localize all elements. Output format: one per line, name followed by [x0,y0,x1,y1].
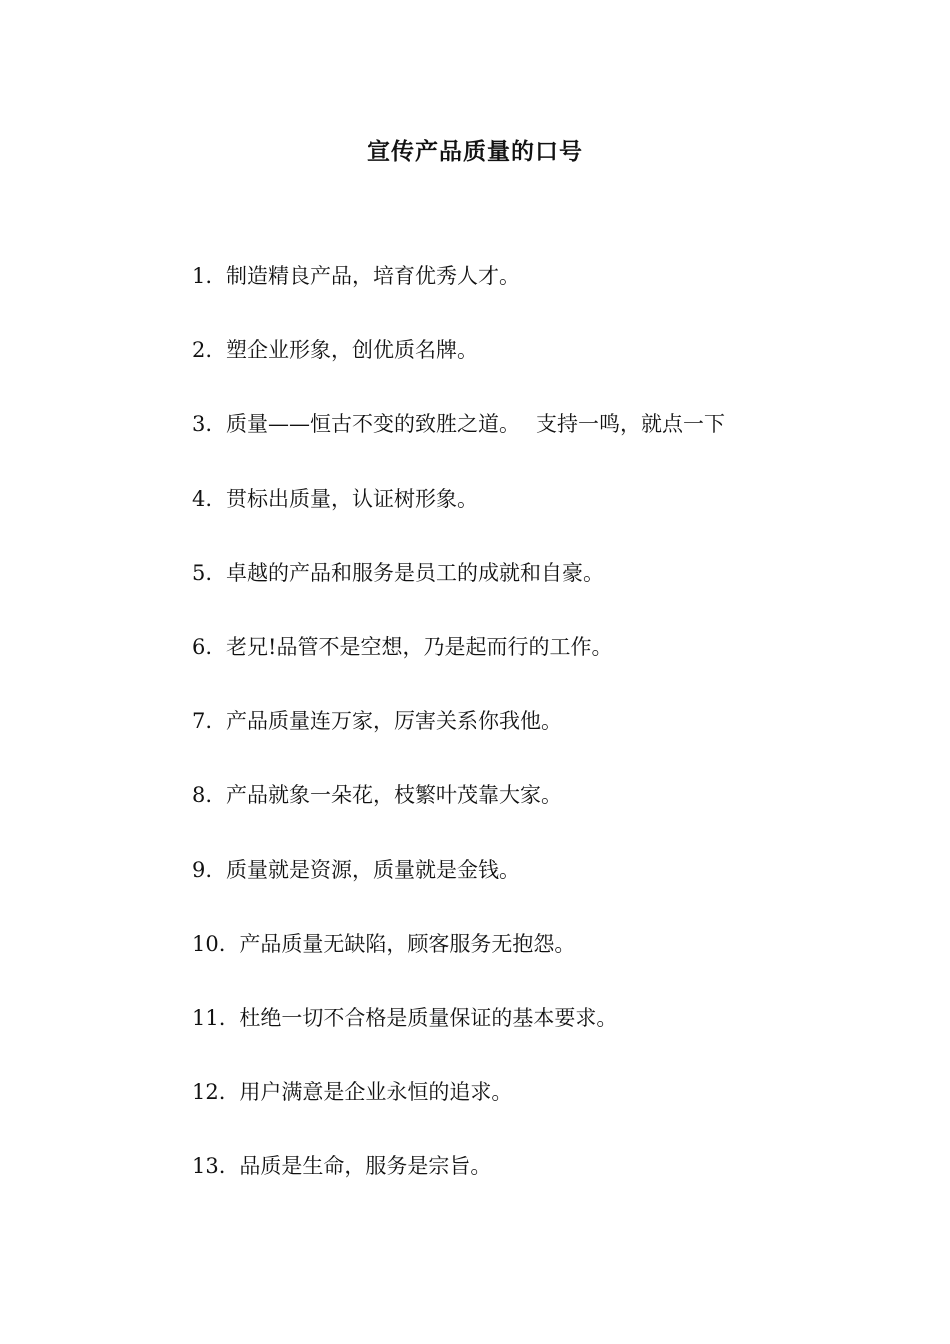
item-text: 产品质量无缺陷，顾客服务无抱怨。 [239,931,576,956]
item-text: 质量——恒古不变的致胜之道。 [226,412,521,437]
item-text: 老兄!品管不是空想，乃是起而行的工作。 [226,634,613,659]
item-text: 杜绝一切不合格是质量保证的基本要求。 [239,1005,618,1030]
document-title: 宣传产品质量的口号 [367,138,583,165]
list-item [192,703,892,777]
item-text: 质量就是资源，质量就是金钱。 [226,857,521,882]
list-item [192,1074,892,1148]
item-text: 用户满意是企业永恒的追求。 [239,1080,513,1105]
item-number: 7. [192,709,213,734]
item-number: 8. [192,783,213,808]
item-text: 卓越的产品和服务是员工的成就和自豪。 [226,560,605,585]
slogan-list [192,258,892,1222]
item-text: 塑企业形象，创优质名牌。 [226,338,479,363]
item-number: 11. [192,1005,226,1030]
item-number: 9. [192,857,213,882]
list-item [192,777,892,851]
list-item [192,332,892,406]
list-item [192,926,892,1000]
item-extra-text: 支持一鸣，就点一下 [536,412,726,437]
item-number: 6. [192,634,213,659]
list-item [192,555,892,629]
item-number: 5. [192,560,213,585]
item-text: 贯标出质量，认证树形象。 [226,486,479,511]
item-number: 4. [192,486,213,511]
item-text: 产品质量连万家，厉害关系你我他。 [226,709,563,734]
item-text: 品质是生命，服务是宗旨。 [239,1154,492,1179]
list-item [192,629,892,703]
list-item [192,1148,892,1222]
list-item [192,852,892,926]
list-item [192,481,892,555]
item-number: 12. [192,1080,226,1105]
item-number: 3. [192,412,213,437]
item-text: 制造精良产品，培育优秀人才。 [226,264,521,288]
list-item [192,258,892,332]
list-item [192,1000,892,1074]
item-number: 13. [192,1154,226,1179]
item-number: 10. [192,931,226,956]
item-number: 1. [192,264,213,288]
item-number: 2. [192,338,213,363]
list-item [192,406,892,480]
item-text: 产品就象一朵花，枝繁叶茂靠大家。 [226,783,563,808]
